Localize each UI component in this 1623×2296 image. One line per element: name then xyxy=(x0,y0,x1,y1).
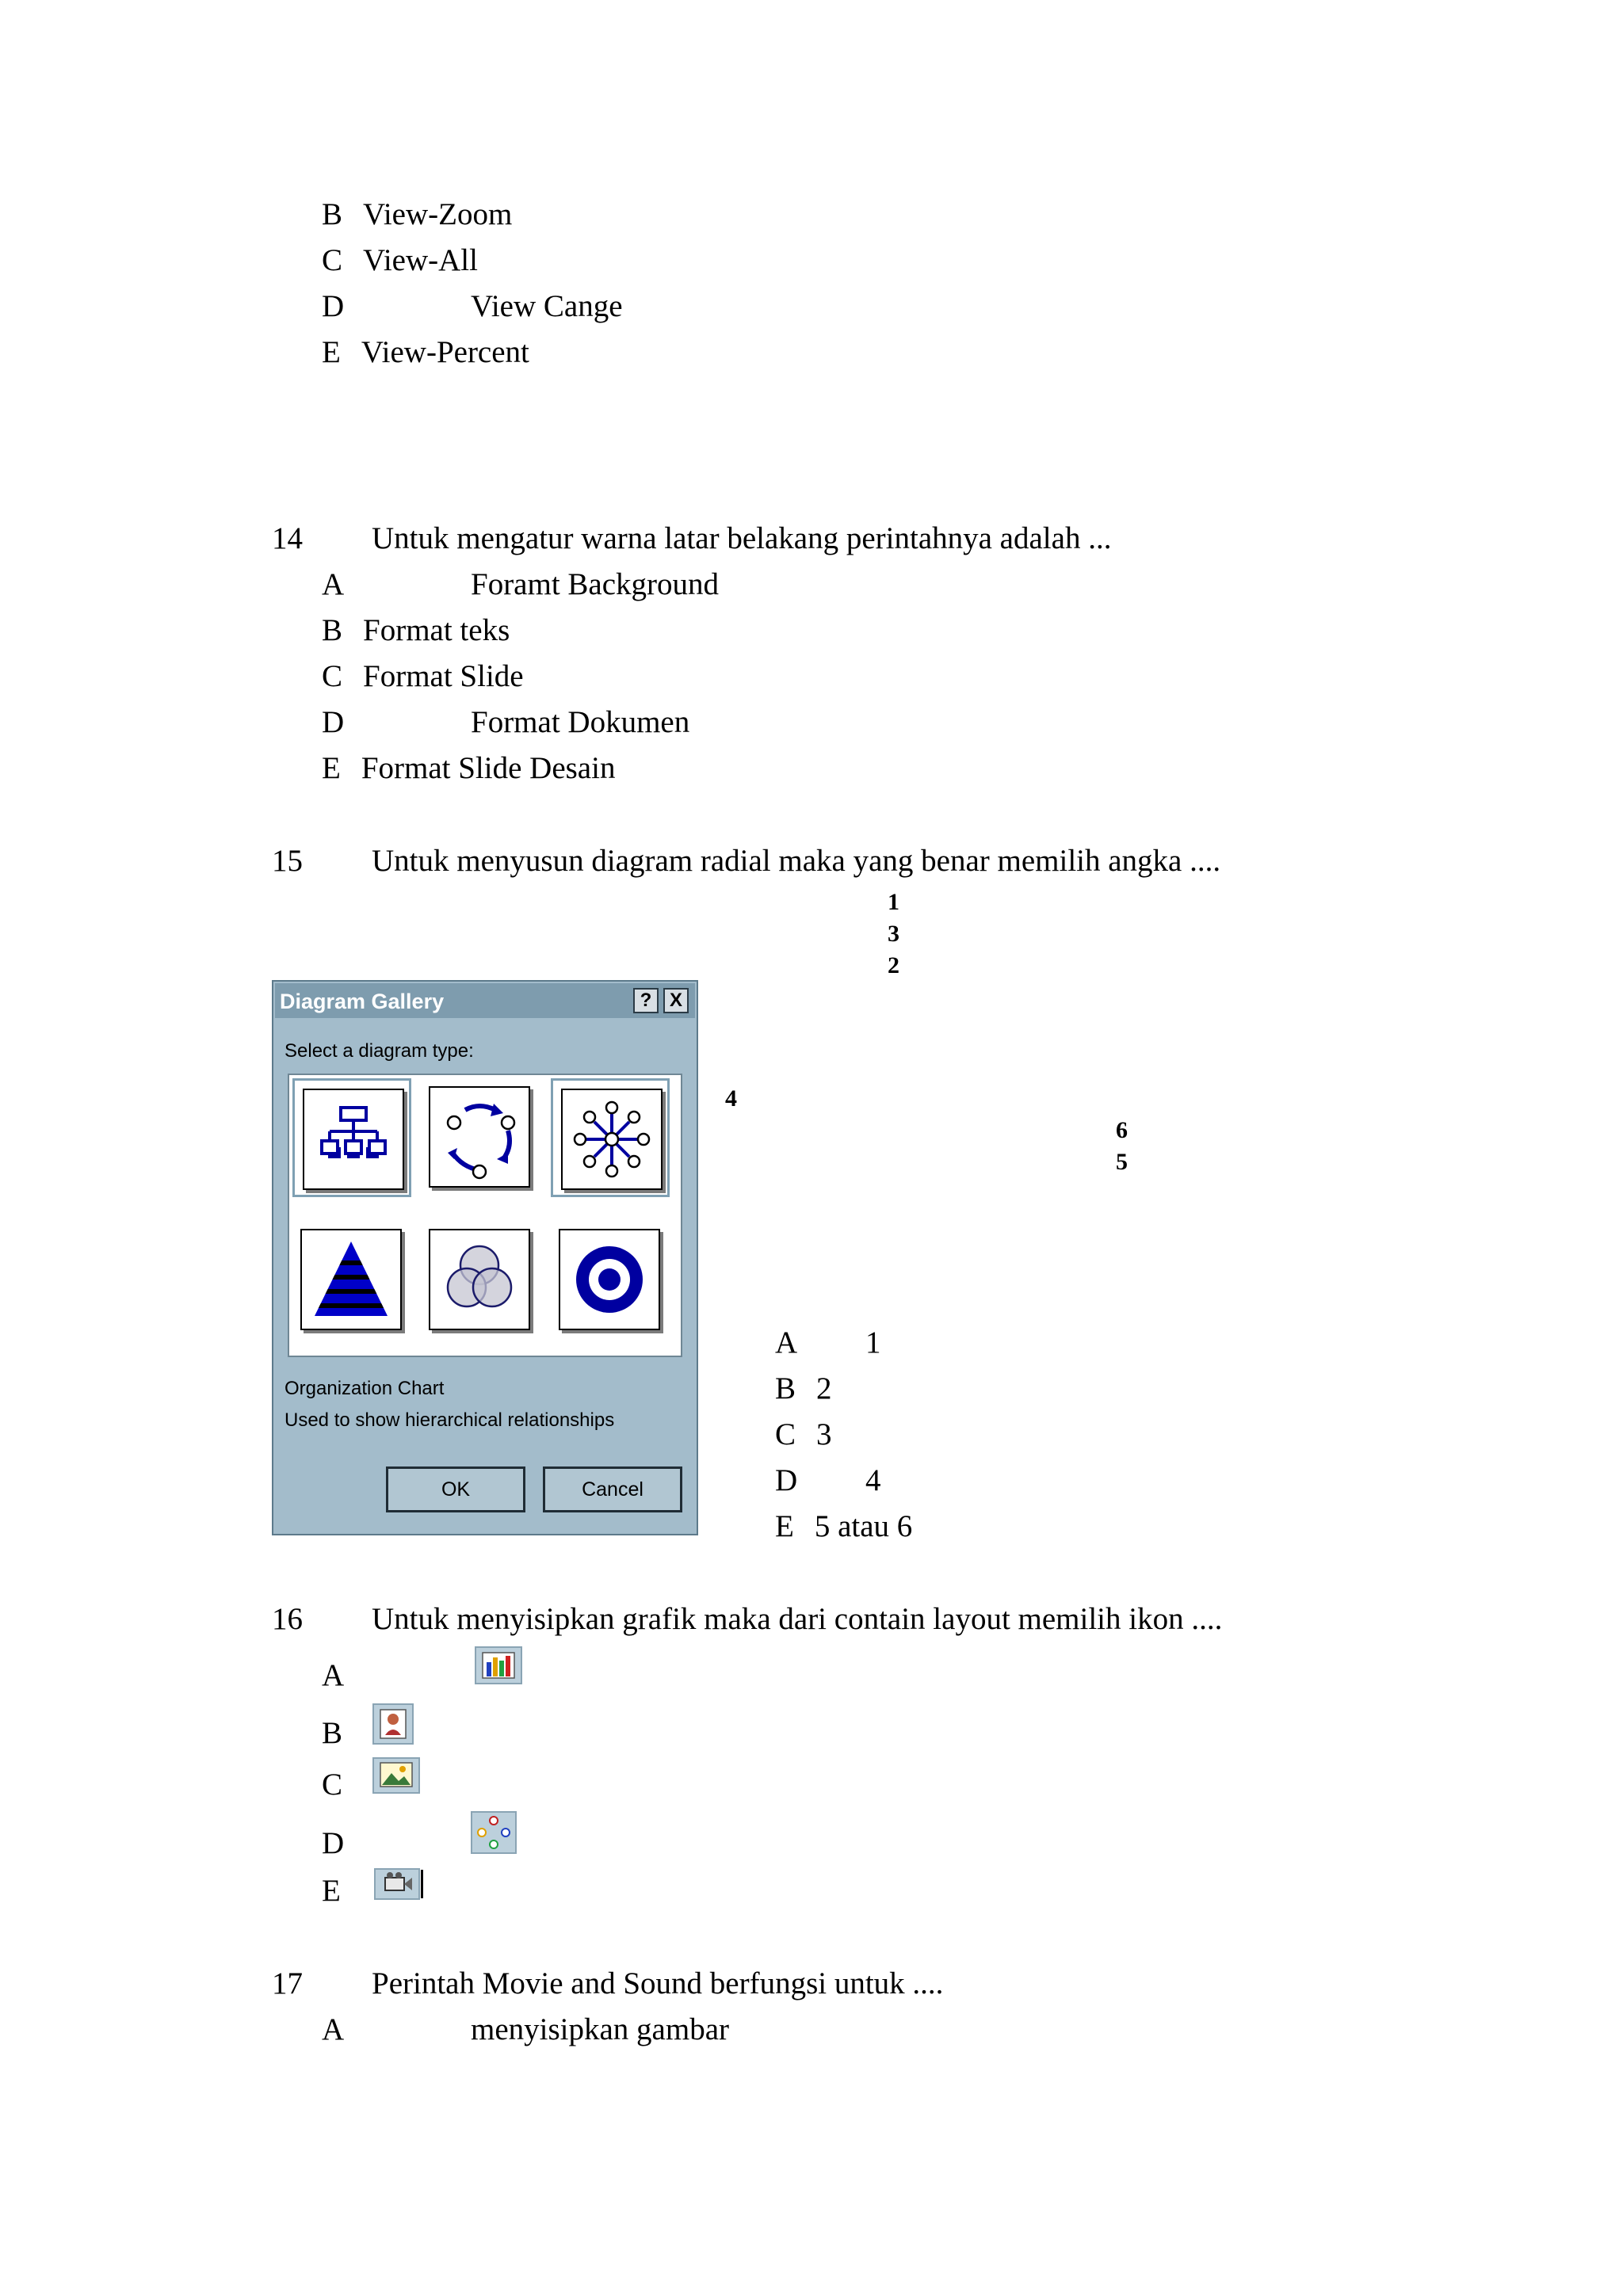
q16-question: 16 Untuk menyisipkan grafik maka dari contain layout memilih ikon .... xyxy=(272,1602,1223,1636)
ok-button[interactable]: OK xyxy=(386,1466,525,1512)
diagram-gallery-dialog xyxy=(272,980,698,1535)
q14-option-d: D Format Dokumen xyxy=(322,705,690,739)
select-diagram-type-label: Select a diagram type: xyxy=(285,1040,474,1062)
close-button[interactable]: X xyxy=(663,988,689,1013)
diagram-label-1: 1 xyxy=(888,889,899,915)
q15-option-e: E 5 atau 6 xyxy=(775,1509,913,1543)
cycle-icon xyxy=(430,1088,529,1186)
q14-option-b: B Format teks xyxy=(322,613,510,647)
target-icon xyxy=(560,1230,659,1329)
diagram-label-2: 2 xyxy=(888,952,899,978)
diagram-venn[interactable] xyxy=(421,1221,540,1340)
q17-option-a: A menyisipkan gambar xyxy=(322,2012,729,2046)
q16-option-d: D xyxy=(322,1826,345,1860)
diagram-pyramid[interactable] xyxy=(292,1221,411,1340)
q13-option-b: B View-Zoom xyxy=(322,197,513,231)
diagram-type-gallery xyxy=(288,1074,682,1357)
insert-diagram-icon xyxy=(471,1811,517,1854)
q17-question: 17 Perintah Movie and Sound berfungsi untuk .... xyxy=(272,1966,944,2000)
q15-option-c: C 3 xyxy=(775,1417,832,1451)
q14-question: 14 Untuk mengatur warna latar belakang perintahnya adalah ... xyxy=(272,521,1112,555)
q16-option-a: A xyxy=(322,1658,345,1692)
insert-clip-art-icon xyxy=(372,1703,414,1745)
help-button[interactable]: ? xyxy=(633,988,659,1013)
q14-option-a: A Foramt Background xyxy=(322,567,720,601)
selected-diagram-description: Used to show hierarchical relationships xyxy=(285,1409,615,1431)
q16-option-e: E xyxy=(322,1874,341,1908)
q16-option-b: B xyxy=(322,1716,343,1750)
q14-option-e: E Format Slide Desain xyxy=(322,751,616,785)
diagram-cycle[interactable] xyxy=(421,1078,540,1197)
q13-option-e: E View-Percent xyxy=(322,335,529,369)
diagram-org-chart[interactable] xyxy=(292,1078,411,1197)
dialog-titlebar xyxy=(275,983,695,1018)
q16-option-c: C xyxy=(322,1768,343,1802)
venn-icon xyxy=(430,1230,529,1329)
q15-option-a: A 1 xyxy=(775,1325,881,1360)
insert-picture-icon xyxy=(372,1757,420,1794)
q14-option-c: C Format Slide xyxy=(322,659,524,693)
org-chart-icon xyxy=(304,1090,403,1188)
diagram-radial[interactable] xyxy=(551,1078,670,1197)
q15-option-d: D 4 xyxy=(775,1463,881,1497)
cancel-button[interactable]: Cancel xyxy=(543,1466,682,1512)
insert-chart-icon xyxy=(474,1646,523,1684)
q13-option-d: D View Cange xyxy=(322,289,623,323)
radial-icon xyxy=(563,1090,661,1188)
q15-option-b: B 2 xyxy=(775,1371,832,1405)
diagram-label-3: 3 xyxy=(888,921,899,947)
insert-media-clip-icon xyxy=(374,1868,423,1900)
q15-question: 15 Untuk menyusun diagram radial maka yang benar memilih angka .... xyxy=(272,844,1221,878)
selected-diagram-name: Organization Chart xyxy=(285,1378,445,1399)
dialog-title: Diagram Gallery xyxy=(280,990,445,1013)
diagram-label-5: 5 xyxy=(1116,1149,1128,1175)
q13-option-c: C View-All xyxy=(322,243,478,277)
diagram-label-6: 6 xyxy=(1116,1117,1128,1143)
diagram-label-4: 4 xyxy=(725,1085,737,1112)
pyramid-icon xyxy=(302,1230,400,1329)
diagram-target[interactable] xyxy=(551,1221,670,1340)
